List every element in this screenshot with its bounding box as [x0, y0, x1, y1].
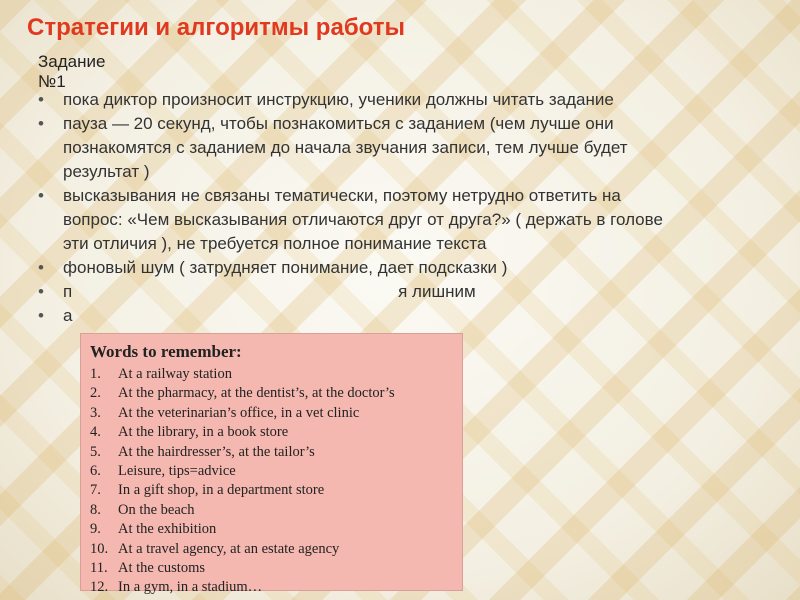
item-number: 7. [90, 482, 101, 499]
slide-title: Стратегии и алгоритмы работы [27, 14, 405, 41]
item-text: At the library, in a book store [118, 424, 289, 441]
item-number: 11. [90, 560, 108, 577]
item-text: At a travel agency, at an estate agency [118, 540, 340, 557]
item-number: 9. [90, 521, 101, 538]
item-number: 5. [90, 443, 101, 460]
words-to-remember-box [80, 333, 463, 596]
item-number: 12. [90, 579, 109, 596]
item-number: 2. [90, 385, 101, 402]
item-text: In a gym, in a stadium… [118, 579, 263, 596]
list-item [90, 384, 462, 403]
item-text: At the customs [118, 560, 205, 577]
strategy-list [38, 88, 663, 328]
item-text: In a gift shop, in a department store [118, 482, 325, 499]
strategy-item: • а [38, 304, 663, 328]
list-item [90, 462, 462, 481]
item-number: 4. [90, 424, 101, 441]
item-text: On the beach [118, 501, 195, 518]
list-item [90, 578, 462, 597]
list-item [90, 540, 462, 559]
item-number: 6. [90, 463, 101, 480]
task-label: Задание №1 [38, 52, 106, 91]
list-item [90, 423, 462, 442]
strategy-item: • фоновый шум ( затрудняет понимание, дает подсказки ) [38, 256, 663, 280]
item-text: At the pharmacy, at the dentist’s, at the doctor’s [118, 385, 395, 402]
strategy-item: • п я лишним [38, 280, 663, 304]
item-number: 3. [90, 404, 101, 421]
item-text: At the exhibition [118, 521, 217, 538]
item-number: 1. [90, 366, 101, 382]
words-list [90, 365, 462, 598]
list-item [90, 404, 462, 423]
strategy-item: • высказывания не связаны тематически, поэтому нетрудно ответить на вопрос: «Чем высказывания отличаются друг от друга?» ( держать в голове эти отличия ), не требуется полное понимание текста [38, 184, 663, 256]
list-item [90, 520, 462, 539]
item-text: Leisure, tips=advice [118, 463, 236, 480]
list-item [90, 481, 462, 500]
list-item [90, 559, 462, 578]
item-text: At the veterinarian’s office, in a vet clinic [118, 404, 360, 421]
item-text: At a railway station [118, 366, 232, 382]
item-number: 10. [90, 540, 109, 557]
list-item [90, 501, 462, 520]
item-text: At the hairdresser’s, at the tailor’s [118, 443, 315, 460]
list-item [90, 365, 462, 384]
strategy-item: • пока диктор произносит инструкцию, ученики должны читать задание [38, 88, 663, 112]
words-box-title: Words to remember: [90, 342, 242, 361]
list-item [90, 443, 462, 462]
item-number: 8. [90, 501, 101, 518]
strategy-item: • пауза — 20 секунд, чтобы познакомиться с заданием (чем лучше они познакомятся с заданием до начала звучания записи, тем лучше будет результат ) [38, 112, 663, 184]
